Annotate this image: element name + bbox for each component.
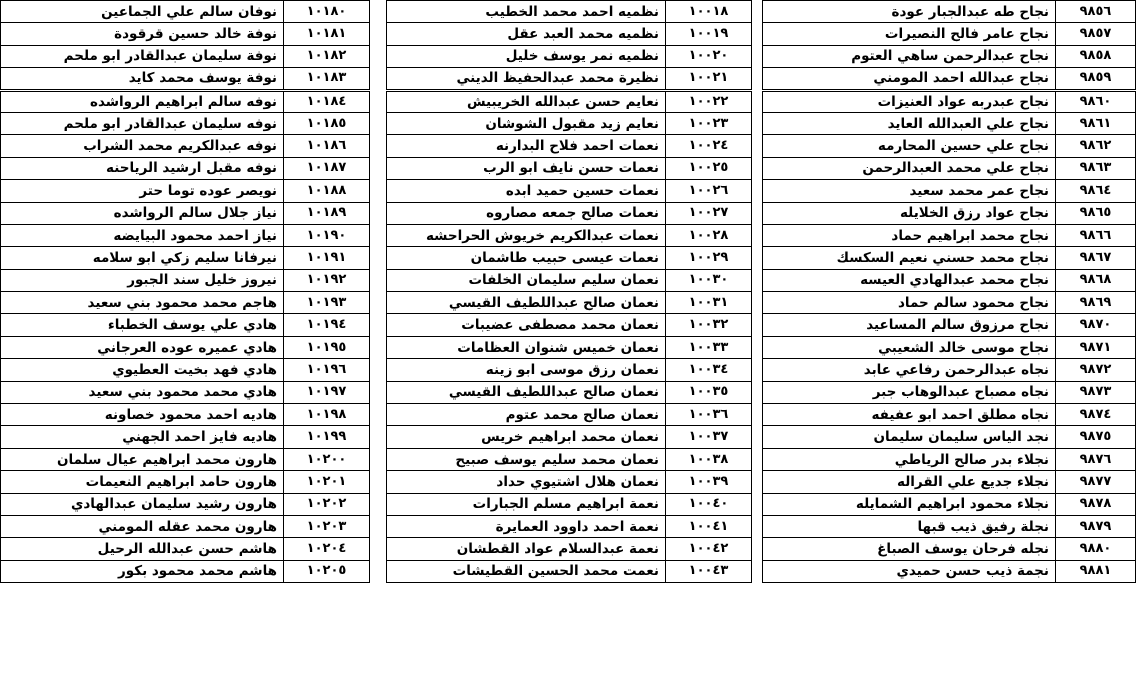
table-row (387, 515, 752, 537)
person-name: نعمان خميس شنوان العظامات (387, 336, 666, 358)
person-name: هاديه فايز احمد الجهني (1, 426, 284, 448)
person-name: نوفة خالد حسين قرقودة (1, 23, 284, 45)
serial-number: ٩٨٨١ (1056, 560, 1136, 582)
serial-number: ١٠١٨٧ (284, 157, 370, 179)
serial-number: ١٠٠٤٠ (666, 493, 752, 515)
serial-number: ٩٨٨٠ (1056, 538, 1136, 560)
person-name: نعمة احمد داوود العمايرة (387, 515, 666, 537)
table-row (387, 538, 752, 560)
table-row (387, 202, 752, 224)
person-name: نعمات احمد فلاح البدارنه (387, 135, 666, 157)
person-name: نجاح عمر محمد سعيد (763, 180, 1056, 202)
table-row (763, 292, 1136, 314)
person-name: نجاح عواد رزق الخلايله (763, 202, 1056, 224)
table-row (1, 336, 370, 358)
table-row (387, 493, 752, 515)
serial-number: ١٠٢٠٢ (284, 493, 370, 515)
table-row (763, 269, 1136, 291)
serial-number: ١٠١٩٣ (284, 292, 370, 314)
table-row (763, 1, 1136, 23)
person-name: نجاح عبدالرحمن ساهي العتوم (763, 45, 1056, 67)
serial-number: ١٠٠٢٨ (666, 224, 752, 246)
serial-number: ٩٨٧٠ (1056, 314, 1136, 336)
table-row (763, 157, 1136, 179)
person-name: نجلة رفيق ذيب قبها (763, 515, 1056, 537)
serial-number: ١٠٠٣٦ (666, 404, 752, 426)
serial-number: ١٠٠٣٧ (666, 426, 752, 448)
table-row (1, 538, 370, 560)
table-row (387, 112, 752, 134)
person-name: نياز احمد محمود البيايضه (1, 224, 284, 246)
serial-number: ١٠١٨٢ (284, 45, 370, 67)
person-name: نعمان محمد مصطفى عضيبات (387, 314, 666, 336)
person-name: نيروز خليل سند الجبور (1, 269, 284, 291)
serial-number: ١٠٠١٩ (666, 23, 752, 45)
table-row (763, 23, 1136, 45)
table-row (387, 180, 752, 202)
table-row (1, 448, 370, 470)
table-row (387, 224, 752, 246)
serial-number: ٩٨٦٦ (1056, 224, 1136, 246)
serial-number: ١٠٢٠١ (284, 471, 370, 493)
serial-number: ١٠٠٢٠ (666, 45, 752, 67)
table-row (1, 269, 370, 291)
serial-number: ٩٨٧٢ (1056, 359, 1136, 381)
table-row (387, 381, 752, 403)
person-name: هادي فهد بخيت العطيوي (1, 359, 284, 381)
serial-number: ١٠٢٠٤ (284, 538, 370, 560)
table-row (1, 247, 370, 269)
person-name: نجاه عبدالرحمن رفاعي عابد (763, 359, 1056, 381)
serial-number: ٩٨٧٩ (1056, 515, 1136, 537)
person-name: نجاح عبدالله احمد المومني (763, 68, 1056, 90)
table-row (763, 202, 1136, 224)
table-row (1, 515, 370, 537)
table-row (387, 448, 752, 470)
person-name: نوفة يوسف محمد كايد (1, 68, 284, 90)
serial-number: ٩٨٦٤ (1056, 180, 1136, 202)
person-name: نعايم زيد مقبول الشوشان (387, 112, 666, 134)
serial-number: ٩٨٧٨ (1056, 493, 1136, 515)
serial-number: ١٠١٩٤ (284, 314, 370, 336)
table-row (387, 157, 752, 179)
person-name: هاشم محمد محمود بكور (1, 560, 284, 582)
person-name: هاديه احمد محمود خصاونه (1, 404, 284, 426)
person-name: نعمان سليم سليمان الخلفات (387, 269, 666, 291)
serial-number: ١٠١٨٥ (284, 112, 370, 134)
person-name: نعمات عيسى حبيب طاشمان (387, 247, 666, 269)
serial-number: ١٠١٩٨ (284, 404, 370, 426)
serial-number: ٩٨٦٣ (1056, 157, 1136, 179)
serial-number: ٩٨٦٨ (1056, 269, 1136, 291)
person-name: نويصر عوده توما حتر (1, 180, 284, 202)
person-name: نوفة سليمان عبدالقادر ابو ملحم (1, 45, 284, 67)
table-row (1, 23, 370, 45)
person-name: نعايم حسن عبدالله الخريبيش (387, 90, 666, 112)
serial-number: ١٠١٨٣ (284, 68, 370, 90)
person-name: نياز جلال سالم الرواشده (1, 202, 284, 224)
person-name: نجاح موسى خالد الشعيبي (763, 336, 1056, 358)
serial-number: ١٠٠٣٨ (666, 448, 752, 470)
person-name: نجلاء محمود ابراهيم الشمايله (763, 493, 1056, 515)
person-name: نجاه مطلق احمد ابو عفيفه (763, 404, 1056, 426)
table-row (1, 314, 370, 336)
table-row (763, 404, 1136, 426)
column-left (0, 0, 370, 583)
table-row (1, 135, 370, 157)
person-name: نجاح علي العبدالله العايد (763, 112, 1056, 134)
serial-number: ١٠٢٠٣ (284, 515, 370, 537)
serial-number: ٩٨٥٧ (1056, 23, 1136, 45)
person-name: نوفان سالم علي الجماعين (1, 1, 284, 23)
serial-number: ٩٨٦٢ (1056, 135, 1136, 157)
table-row (763, 359, 1136, 381)
person-name: نوفه سالم ابراهيم الرواشده (1, 90, 284, 112)
person-name: نعمات حسن نايف ابو الرب (387, 157, 666, 179)
table-row (387, 314, 752, 336)
table-row (763, 381, 1136, 403)
table-row (387, 359, 752, 381)
serial-number: ١٠٠٣٠ (666, 269, 752, 291)
table-row (763, 247, 1136, 269)
table-row (763, 448, 1136, 470)
table-row (387, 404, 752, 426)
person-name: نعمات عبدالكريم خريوش الحراحشه (387, 224, 666, 246)
table-row (763, 515, 1136, 537)
person-name: نجاح علي محمد العبدالرحمن (763, 157, 1056, 179)
person-name: نظميه احمد محمد الخطيب (387, 1, 666, 23)
person-name: نجاح طه عبدالجبار عودة (763, 1, 1056, 23)
table-row (387, 68, 752, 90)
person-name: نجاح مرزوق سالم المساعيد (763, 314, 1056, 336)
table-row (387, 471, 752, 493)
table-row (763, 314, 1136, 336)
serial-number: ١٠٠٢٧ (666, 202, 752, 224)
person-name: نعمات حسين حميد ابده (387, 180, 666, 202)
person-name: نجلاء جديع علي القراله (763, 471, 1056, 493)
person-name: نعمان رزق موسى ابو زينه (387, 359, 666, 381)
serial-number: ٩٨٦٥ (1056, 202, 1136, 224)
serial-number: ١٠١٩١ (284, 247, 370, 269)
serial-number: ١٠١٨١ (284, 23, 370, 45)
table-row (763, 426, 1136, 448)
serial-number: ١٠٠٣٩ (666, 471, 752, 493)
person-name: نجاح محمد حسني نعيم السكسك (763, 247, 1056, 269)
serial-number: ١٠١٨٤ (284, 90, 370, 112)
person-name: نوفه سليمان عبدالقادر ابو ملحم (1, 112, 284, 134)
table-row (763, 45, 1136, 67)
person-name: هادي محمد محمود بني سعيد (1, 381, 284, 403)
person-name: نجاح محمود سالم حماد (763, 292, 1056, 314)
person-name: نجاح عامر فالح النصيرات (763, 23, 1056, 45)
serial-number: ١٠١٨٩ (284, 202, 370, 224)
serial-number: ١٠٢٠٥ (284, 560, 370, 582)
person-name: نجاه مصباح عبدالوهاب جبر (763, 381, 1056, 403)
serial-number: ١٠١٩٥ (284, 336, 370, 358)
table-row (763, 560, 1136, 582)
serial-number: ١٠٢٠٠ (284, 448, 370, 470)
table-row (1, 359, 370, 381)
person-name: نوفه عبدالكريم محمد الشراب (1, 135, 284, 157)
serial-number: ١٠١٩٦ (284, 359, 370, 381)
serial-number: ١٠١٩٩ (284, 426, 370, 448)
table-row (763, 538, 1136, 560)
person-name: نجاح عبدربه عواد العنيزات (763, 90, 1056, 112)
person-name: نعمة عبدالسلام عواد القطشان (387, 538, 666, 560)
person-name: هارون محمد ابراهيم عيال سلمان (1, 448, 284, 470)
person-name: نعمان محمد ابراهيم خريس (387, 426, 666, 448)
serial-number: ٩٨٦٩ (1056, 292, 1136, 314)
serial-number: ٩٨٧٣ (1056, 381, 1136, 403)
serial-number: ١٠١٨٠ (284, 1, 370, 23)
serial-number: ١٠٠٤٣ (666, 560, 752, 582)
table-row (763, 68, 1136, 90)
person-name: نيرفانا سليم زكي ابو سلامه (1, 247, 284, 269)
serial-number: ١٠٠٣١ (666, 292, 752, 314)
table-row (1, 560, 370, 582)
table-row (763, 224, 1136, 246)
table-row (387, 292, 752, 314)
table-row (387, 90, 752, 112)
serial-number: ١٠٠٢٥ (666, 157, 752, 179)
person-name: نوفه مقبل ارشيد الرياحنه (1, 157, 284, 179)
person-name: نعمة ابراهيم مسلم الجبارات (387, 493, 666, 515)
serial-number: ٩٨٥٩ (1056, 68, 1136, 90)
person-name: نجله فرحان يوسف الصباغ (763, 538, 1056, 560)
person-name: هاجم محمد محمود بني سعيد (1, 292, 284, 314)
table-row (387, 560, 752, 582)
table-row (1, 224, 370, 246)
serial-number: ٩٨٧١ (1056, 336, 1136, 358)
person-name: نعمان صالح عبداللطيف القيسي (387, 292, 666, 314)
table-row (763, 135, 1136, 157)
serial-number: ٩٨٧٥ (1056, 426, 1136, 448)
table-row (387, 247, 752, 269)
person-name: نظيرة محمد عبدالحفيظ الديني (387, 68, 666, 90)
serial-number: ٩٨٥٦ (1056, 1, 1136, 23)
serial-number: ٩٨٦٧ (1056, 247, 1136, 269)
serial-number: ١٠١٩٢ (284, 269, 370, 291)
table-row (1, 426, 370, 448)
table-row (763, 493, 1136, 515)
table-row (763, 471, 1136, 493)
table-row (1, 157, 370, 179)
person-name: نعمان هلال اشتيوي حداد (387, 471, 666, 493)
person-name: نجاح محمد ابراهيم حماد (763, 224, 1056, 246)
serial-number: ١٠٠٢٦ (666, 180, 752, 202)
serial-number: ١٠٠٢٩ (666, 247, 752, 269)
table-row (1, 381, 370, 403)
table-row (387, 426, 752, 448)
table-row (1, 471, 370, 493)
serial-number: ١٠٠١٨ (666, 1, 752, 23)
column-right (762, 0, 1136, 583)
table-row (1, 90, 370, 112)
table-row (1, 404, 370, 426)
person-name: نعمان صالح عبداللطيف القيسي (387, 381, 666, 403)
serial-number: ٩٨٦٠ (1056, 90, 1136, 112)
table-row (1, 45, 370, 67)
serial-number: ٩٨٧٧ (1056, 471, 1136, 493)
table-row (1, 292, 370, 314)
table-row (387, 23, 752, 45)
person-name: هادي علي يوسف الخطباء (1, 314, 284, 336)
serial-number: ١٠٠٣٣ (666, 336, 752, 358)
person-name: نعمان صالح محمد عتوم (387, 404, 666, 426)
person-name: هارون حامد ابراهيم النعيمات (1, 471, 284, 493)
serial-number: ١٠٠٢٢ (666, 90, 752, 112)
table-row (763, 336, 1136, 358)
table-row (763, 90, 1136, 112)
serial-number: ١٠٠٢٤ (666, 135, 752, 157)
table-row (387, 1, 752, 23)
serial-number: ٩٨٧٦ (1056, 448, 1136, 470)
serial-number: ١٠١٨٨ (284, 180, 370, 202)
person-name: نجاح محمد عبدالهادي العيسه (763, 269, 1056, 291)
table-row (387, 135, 752, 157)
serial-number: ٩٨٧٤ (1056, 404, 1136, 426)
person-name: نجمة ذيب حسن حميدي (763, 560, 1056, 582)
table-row (387, 336, 752, 358)
column-middle (386, 0, 752, 583)
person-name: هارون محمد عقله المومني (1, 515, 284, 537)
table-row (387, 269, 752, 291)
table-row (1, 1, 370, 23)
serial-number: ١٠٠٣٢ (666, 314, 752, 336)
person-name: هاشم حسن عبدالله الرحيل (1, 538, 284, 560)
serial-number: ١٠٠٢٣ (666, 112, 752, 134)
serial-number: ١٠١٩٠ (284, 224, 370, 246)
person-name: نجاح علي حسين المحارمه (763, 135, 1056, 157)
serial-number: ١٠٠٤٢ (666, 538, 752, 560)
serial-number: ٩٨٥٨ (1056, 45, 1136, 67)
person-name: نظميه محمد العبد عقل (387, 23, 666, 45)
serial-number: ١٠١٨٦ (284, 135, 370, 157)
table-row (387, 45, 752, 67)
person-name: نعمان محمد سليم يوسف صبيح (387, 448, 666, 470)
serial-number: ١٠٠٤١ (666, 515, 752, 537)
serial-number: ١٠٠٢١ (666, 68, 752, 90)
person-name: هادي عميره عوده العرجاني (1, 336, 284, 358)
serial-number: ١٠٠٣٤ (666, 359, 752, 381)
person-name: نعمت محمد الحسين القطيشات (387, 560, 666, 582)
person-name: نجد الياس سليمان سليمان (763, 426, 1056, 448)
table-row (1, 180, 370, 202)
person-name: نعمات صالح جمعه مصاروه (387, 202, 666, 224)
person-name: نجلاء بدر صالح الرياطي (763, 448, 1056, 470)
table-row (1, 112, 370, 134)
person-name: هارون رشيد سليمان عبدالهادي (1, 493, 284, 515)
table-row (763, 180, 1136, 202)
serial-number: ١٠٠٣٥ (666, 381, 752, 403)
table-row (1, 202, 370, 224)
serial-number: ١٠١٩٧ (284, 381, 370, 403)
table-row (763, 112, 1136, 134)
person-name: نظميه نمر يوسف خليل (387, 45, 666, 67)
table-row (1, 493, 370, 515)
serial-number: ٩٨٦١ (1056, 112, 1136, 134)
table-row (1, 68, 370, 90)
